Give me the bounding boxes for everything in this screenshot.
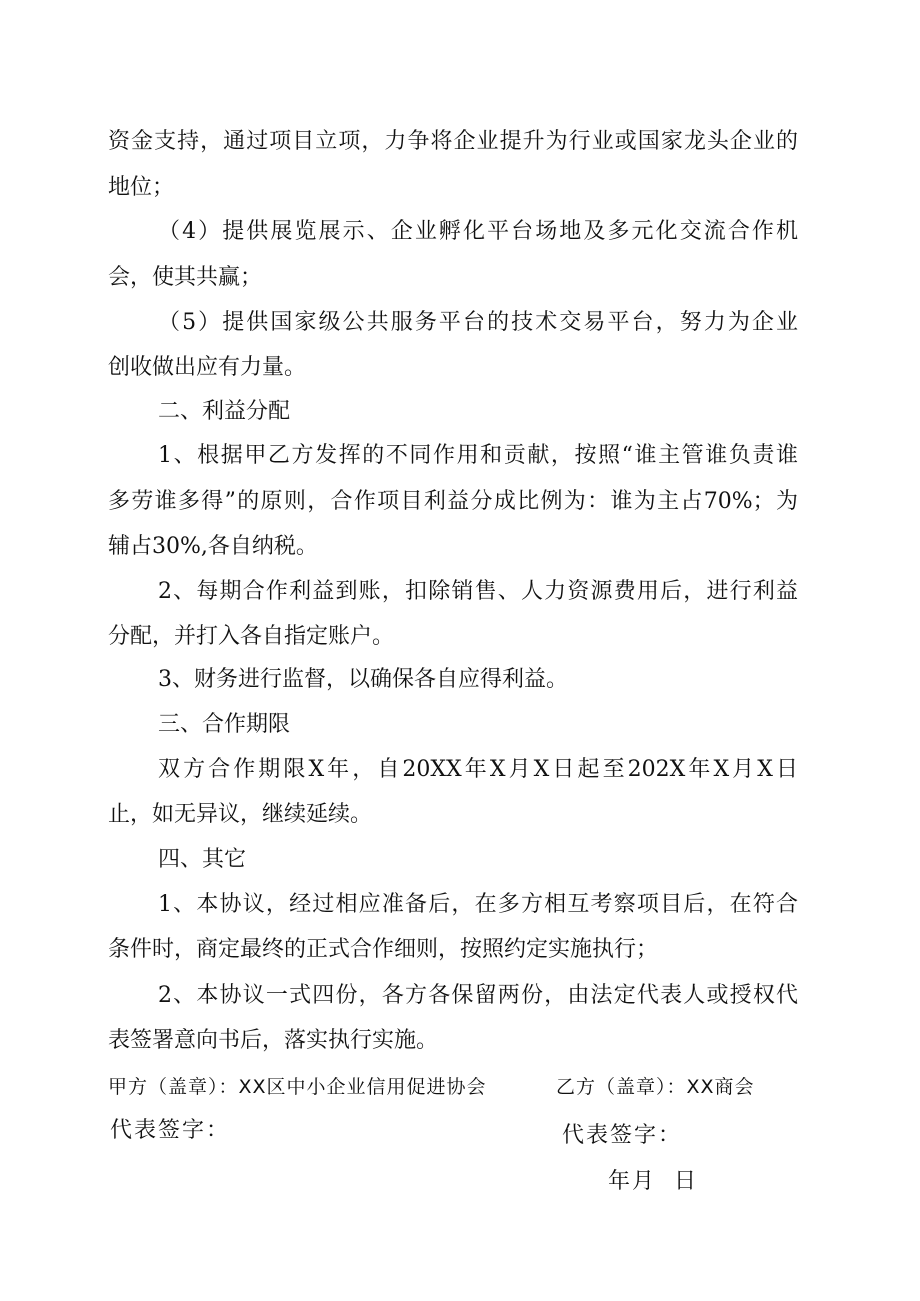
paragraph-line: 资金支持，通过项目立项，力争将企业提升为行业或国家龙头企业的 [108, 129, 798, 154]
section-heading: 四、其它 [158, 847, 247, 872]
date-line: 年月 日 [608, 1169, 698, 1194]
paragraph-line: 1、本协议，经过相应准备后，在多方相互考察项目后，在符合 [158, 892, 798, 917]
paragraph-line: 创收做出应有力量。 [108, 355, 307, 380]
paragraph-line: 会，使其共赢； [108, 265, 263, 290]
paragraph-line: 2、本协议一式四份，各方各保留两份，由法定代表人或授权代 [158, 983, 798, 1008]
section-heading: 二、利益分配 [158, 399, 291, 424]
paragraph-line: 止，如无异议，继续延续。 [108, 802, 373, 827]
paragraph-line: 表签署意向书后，落实执行实施。 [108, 1028, 439, 1053]
paragraph-line: 条件时，商定最终的正式合作细则，按照约定实施执行； [108, 937, 659, 962]
paragraph-line: 分配，并打入各自指定账户。 [108, 624, 395, 649]
section-heading: 三、合作期限 [158, 712, 291, 737]
paragraph-line: 双方合作期限X年，自20XX年X月X日起至202X年X月X日 [158, 757, 798, 782]
paragraph-line: 多劳谁多得”的原则，合作项目利益分成比例为：谁为主占70%；为 [108, 489, 798, 514]
paragraph-line: 3、财务进行监督，以确保各自应得利益。 [158, 667, 568, 692]
paragraph-line: 辅占30%,各自纳税。 [108, 534, 318, 559]
party-b-label: 乙方（盖章）：XX商会 [556, 1076, 755, 1098]
paragraph-line: 地位； [108, 175, 175, 200]
paragraph-line: （5）提供国家级公共服务平台的技术交易平台，努力为企业 [158, 310, 798, 335]
paragraph-line: 1、根据甲乙方发挥的不同作用和贡献，按照“谁主管谁负责谁 [158, 443, 798, 468]
party-b-representative: 代表签字： [562, 1123, 683, 1148]
paragraph-line: 2、每期合作利益到账，扣除销售、人力资源费用后，进行利益 [158, 579, 798, 604]
party-a-label: 甲方（盖章）：XX区中小企业信用促进协会 [108, 1076, 487, 1098]
paragraph-line: （4）提供展览展示、企业孵化平台场地及多元化交流合作机 [158, 219, 798, 244]
party-a-representative: 代表签字： [110, 1118, 231, 1143]
